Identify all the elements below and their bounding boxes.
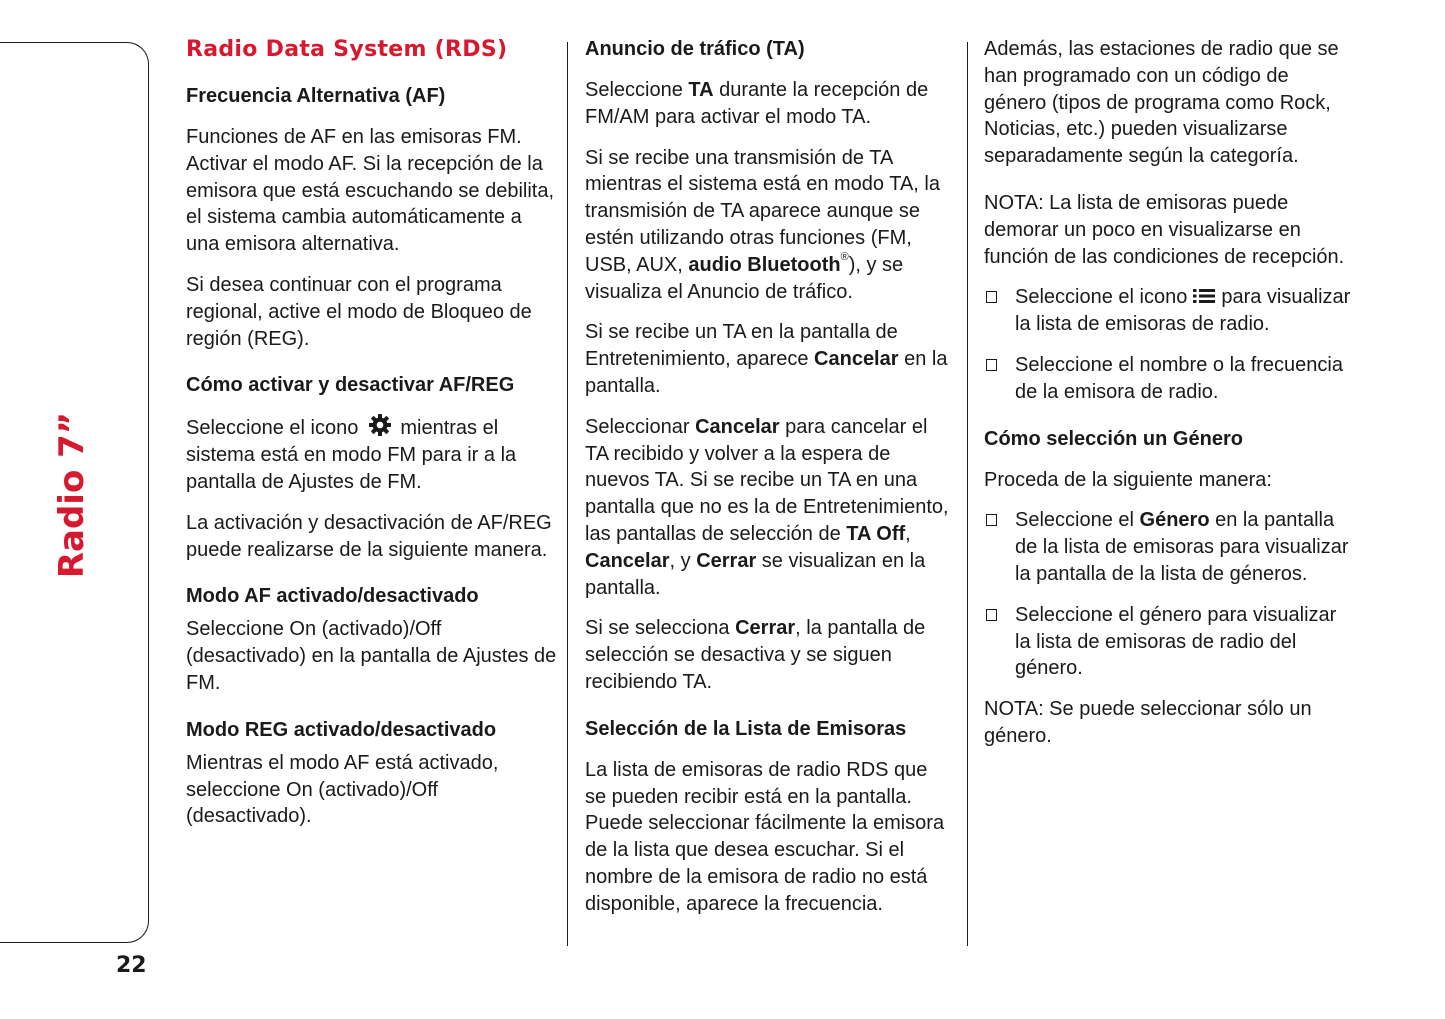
list-item: Seleccione el icono para visualizar la lista de emisoras de radio. xyxy=(984,284,1356,338)
heading-traffic-announcement: Anuncio de tráfico (TA) xyxy=(585,38,805,60)
note-single-genre: NOTA: Se puede seleccionar sólo un género. xyxy=(984,698,1312,747)
checkbox-bullet-icon xyxy=(986,291,997,303)
checkbox-bullet-icon xyxy=(986,609,997,621)
column-2 xyxy=(585,36,953,918)
section-title-rds: Radio Data System (RDS) xyxy=(186,37,508,62)
paragraph-ta-receive: Si se recibe una transmisión de TA mientras el sistema está en modo TA, la transmisión de TA aparece aunque se estén utilizando otras funciones (FM, USB, AUX, audio Bluetooth®), y se visualiza el Anuncio de tráfico. xyxy=(585,146,940,303)
heading-af-mode: Modo AF activado/desactivado xyxy=(186,585,479,608)
paragraph-af: Funciones de AF en las emisoras FM. Activar el modo AF. Si la recepción de la emisora que está escuchando se debilita, el sistema cambia automáticamente a una emisora alternativa. xyxy=(186,126,555,256)
list-item: Seleccione el género para visualizar la lista de emisoras de radio del género. xyxy=(984,602,1356,682)
gear-icon xyxy=(368,413,392,437)
heading-af: Frecuencia Alternativa (AF) xyxy=(186,85,446,107)
note-list-delay: NOTA: La lista de emisoras puede demorar un poco en visualizarse en función de las condiciones de recepción. xyxy=(984,191,1345,268)
paragraph-genre-code: Además, las estaciones de radio que se han programado con un código de género (tipos de programa como Rock, Noticias, etc.) pueden visualizarse separadamente según la categoría. xyxy=(984,38,1339,168)
column-divider xyxy=(967,42,968,946)
paragraph-ta-select: Seleccione TA durante la recepción de FM/AM para activar el modo TA. xyxy=(585,79,929,128)
heading-select-genre: Cómo selección un Género xyxy=(984,427,1243,450)
list-item: Seleccione el nombre o la frecuencia de la emisora de radio. xyxy=(984,352,1356,406)
paragraph-ta-cancel: Seleccionar Cancelar para cancelar el TA recibido y volver a la espera de nuevos TA. Si se recibe un TA en una pantalla que no es la de Entretenimiento, las pantallas de selección de TA Off, Cancelar, y Cerrar se visualizan en la pantalla. xyxy=(585,415,949,599)
chapter-title: Radio 7” xyxy=(52,411,92,579)
column-3 xyxy=(984,36,1356,750)
heading-station-list: Selección de la Lista de Emisoras xyxy=(585,717,907,740)
list-item: Seleccione el Género en la pantalla de la lista de emisoras para visualizar la pantalla de la lista de géneros. xyxy=(984,507,1356,587)
paragraph-reg: Si desea continuar con el programa regional, active el modo de Bloqueo de región (REG). xyxy=(186,273,532,350)
checkbox-bullet-icon xyxy=(986,359,997,371)
column-1 xyxy=(186,36,558,830)
heading-activate-af-reg: Cómo activar y desactivar AF/REG xyxy=(186,374,515,397)
page-number: 22 xyxy=(116,953,147,978)
paragraph-ta-entertainment: Si se recibe un TA en la pantalla de Entretenimiento, aparece Cancelar en la pantalla. xyxy=(585,321,948,397)
paragraph-manner: La activación y desactivación de AF/REG puede realizarse de la siguiente manera. xyxy=(186,511,552,561)
paragraph-proceed: Proceda de la siguiente manera: xyxy=(984,468,1272,491)
checkbox-bullet-icon xyxy=(986,514,997,526)
column-divider xyxy=(567,42,568,946)
list-icon xyxy=(1193,285,1215,301)
paragraph-reg-mode: Mientras el modo AF está activado, seleccione On (activado)/Off (desactivado). xyxy=(186,751,499,828)
heading-reg-mode: Modo REG activado/desactivado xyxy=(186,718,497,741)
paragraph-af-mode: Seleccione On (activado)/Off (desactivado) en la pantalla de Ajustes de FM. xyxy=(186,618,557,694)
paragraph-settings-icon: Seleccione el icono mientras el sistema está en modo FM para ir a la pantalla de Ajustes de FM. xyxy=(186,413,558,495)
paragraph-station-list: La lista de emisoras de radio RDS que se pueden recibir está en la pantalla. Puede seleccionar fácilmente la emisora de la lista que desea escuchar. Si el nombre de la emisora de radio no está disponible, aparece la frecuencia. xyxy=(585,758,945,915)
paragraph-ta-close: Si se selecciona Cerrar, la pantalla de selección se desactiva y se siguen recibiendo TA. xyxy=(585,617,926,693)
